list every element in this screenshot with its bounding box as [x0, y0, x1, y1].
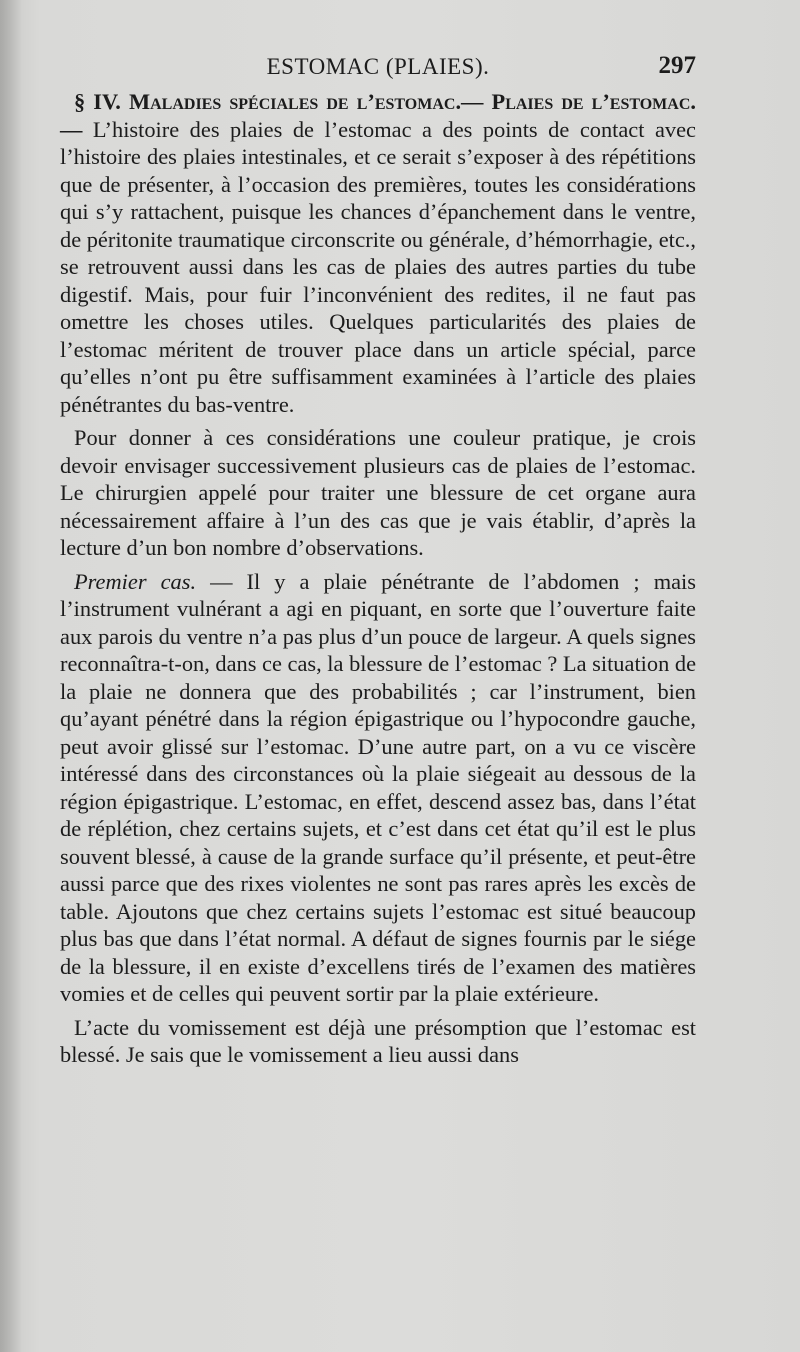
- paragraph-vomiting: [60, 1014, 696, 1069]
- paragraph-text: L’histoire des plaies de l’estomac a des points de contact avec l’histoire des plaies intestinales, et ce serait s’exposer à des répétitions que de présenter, à l’occasion des premières, toutes les considérations qui s’y rattachent, puisque les chances d’épanchement dans le ventre, de péritonite traumatique circonscrite ou générale, d’hémorrhagie, etc., se retrouvent aussi dans les cas de plaies des autres parties du tube digestif. Mais, pour fuir l’inconvénient des redites, il ne faut pas omettre les choses utiles. Quelques particularités des plaies de l’estomac méritent de trouver place dans un article spécial, parce qu’elles n’ont pu être suffisamment examinées à l’article des plaies pénétrantes du bas-ventre.: [60, 116, 696, 417]
- running-title: ESTOMAC (PLAIES).: [266, 54, 490, 79]
- case-label: Premier cas.: [74, 568, 197, 594]
- paragraph-text: Pour donner à ces considérations une couleur pratique, je crois devoir envisager successivement plusieurs cas de plaies de l’estomac. Le chirurgien appelé pour traiter une blessure de cet organe aura nécessairement affaire à l’un des cas que je vais établir, d’après la lecture d’un bon nombre d’observations.: [60, 425, 696, 560]
- paragraph-practical: [60, 424, 696, 562]
- page-header: [60, 50, 696, 84]
- page-number: 297: [658, 52, 696, 79]
- page-gutter-shadow: [0, 0, 22, 1352]
- paragraph-text: — Il y a plaie pénétrante de l’abdomen ; mais l’instrument vulnérant a agi en piquant, en sorte que l’ouverture faite aux parois du ventre n’a pas plus d’un pouce de largeur. A quels signes reconnaîtra-t-on, dans ce cas, la blessure de l’estomac ? La situation de la plaie ne donnera que des probabilités ; car l’instrument, bien qu’ayant pénétré dans la région épigastrique ou l’hypocondre gauche, peut avoir glissé sur l’estomac. D’une autre part, on a vu ce viscère intéressé dans des circonstances où la plaie siégeait au dessous de la région épigastrique. L’estomac, en effet, descend assez bas, dans l’état de réplétion, chez certains sujets, et c’est dans cet état qu’il est le plus souvent blessé, à cause de la grande surface qu’il présente, et peut-être aussi parce que des rixes violentes ne sont pas rares après les excès de table. Ajoutons que chez certains sujets l’estomac est situé beaucoup plus bas que dans l’état normal. A défaut de signes fournis par le siége de la blessure, il en existe d’excellens tirés de l’examen des matières vomies et de celles qui peuvent sortir par la plaie extérieure.: [60, 568, 697, 1006]
- paragraph-first-case: [60, 568, 696, 1008]
- body-text: [60, 88, 696, 1069]
- paragraph-text: L’acte du vomissement est déjà une présomption que l’estomac est blessé. Je sais que le vomissement a lieu aussi dans: [60, 1014, 696, 1067]
- paragraph-section-intro: [60, 88, 696, 418]
- section-heading: § IV. Maladies spéciales de l’estomac.— Plaies de l’estomac.—: [60, 89, 696, 142]
